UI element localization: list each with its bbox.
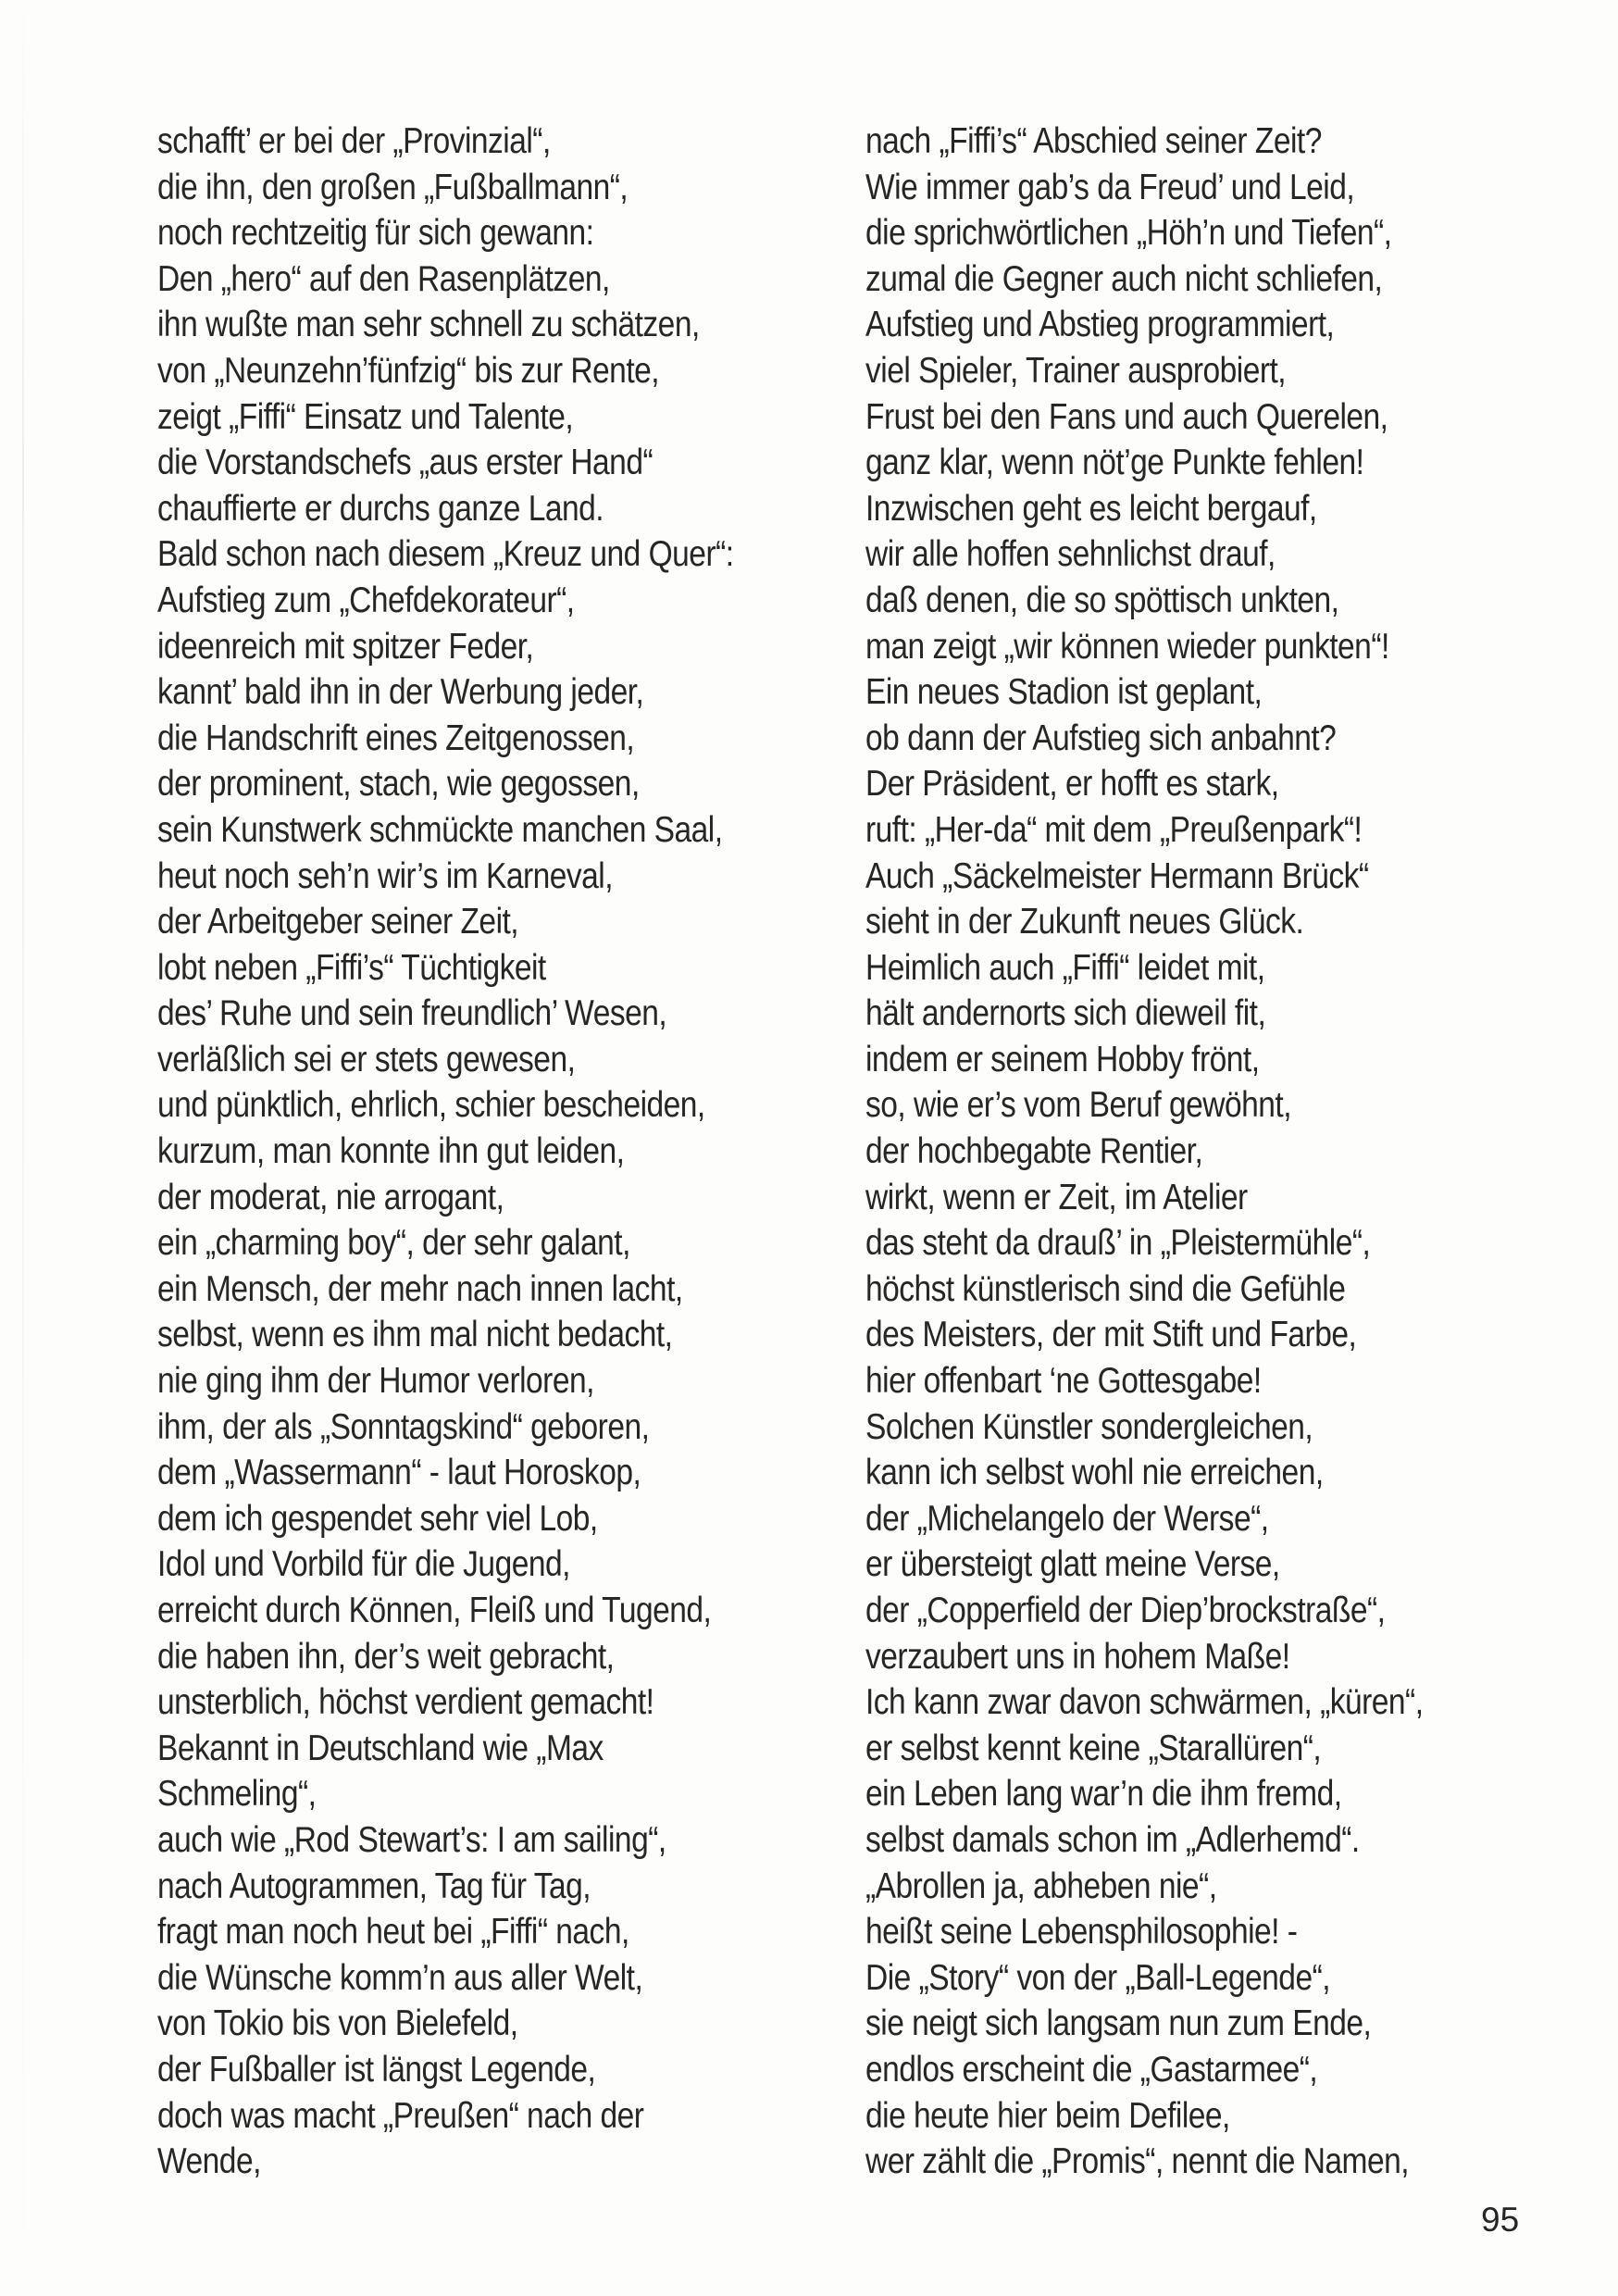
- verse-line: ein Leben lang war’n die ihm fremd,: [865, 1774, 1342, 1815]
- verse-line: selbst damals schon im „Adlerhemd“.: [865, 1819, 1360, 1860]
- verse-line: der Fußballer ist längst Legende,: [157, 2049, 596, 2090]
- verse-line: von Tokio bis von Bielefeld,: [157, 2003, 518, 2044]
- verse-line: Inzwischen geht es leicht bergauf,: [865, 488, 1317, 529]
- verse-line: Bekannt in Deutschland wie „Max: [157, 1728, 604, 1768]
- verse-line: ob dann der Aufstieg sich anbahnt?: [865, 718, 1337, 758]
- verse-line: das steht da drauß’ in „Pleistermühle“,: [865, 1223, 1371, 1264]
- verse-line: die heute hier beim Defilee,: [865, 2095, 1230, 2136]
- verse-line: auch wie „Rod Stewart’s: I am sailing“,: [157, 1819, 666, 1860]
- verse-line: nach Autogrammen, Tag für Tag,: [157, 1866, 591, 1906]
- verse-line: wirkt, wenn er Zeit, im Atelier: [865, 1177, 1248, 1217]
- verse-line: doch was macht „Preußen“ nach der: [157, 2095, 644, 2136]
- verse-line: ganz klar, wenn nöt’ge Punkte fehlen!: [865, 443, 1364, 483]
- verse-line: die Wünsche komm’n aus aller Welt,: [157, 1957, 643, 1998]
- verse-line: selbst, wenn es ihm mal nicht bedacht,: [157, 1315, 673, 1355]
- verse-line: der „Copperfield der Diep’brockstraße“,: [865, 1591, 1386, 1630]
- verse-line: Schmeling“,: [157, 1774, 317, 1815]
- verse-line: Idol und Vorbild für die Jugend,: [157, 1544, 570, 1585]
- verse-line: dem ich gespendet sehr viel Lob,: [157, 1498, 598, 1539]
- left-verse-column: [157, 119, 824, 2185]
- page-number: 95: [1481, 2201, 1520, 2239]
- verse-line: zumal die Gegner auch nicht schliefen,: [865, 258, 1383, 299]
- verse-line: sieht in der Zukunft neues Glück.: [865, 902, 1304, 942]
- verse-line: die Handschrift eines Zeitgenossen,: [157, 718, 635, 758]
- verse-line: schafft’ er bei der „Provinzial“,: [157, 121, 551, 161]
- verse-line: daß denen, die so spöttisch unkten,: [865, 580, 1339, 620]
- verse-line: Ein neues Stadion ist geplant,: [865, 672, 1263, 713]
- verse-line: heißt seine Lebensphilosophie! -: [865, 1912, 1298, 1953]
- verse-line: zeigt „Fiffi“ Einsatz und Talente,: [157, 396, 574, 437]
- verse-line: kurzum, man konnte ihn gut leiden,: [157, 1131, 625, 1172]
- verse-line: ruft: „Her-da“ mit dem „Preußenpark“!: [865, 809, 1363, 850]
- verse-line: endlos erscheint die „Gastarmee“,: [865, 2049, 1318, 2090]
- verse-line: hier offenbart ‘ne Gottesgabe!: [865, 1361, 1262, 1402]
- verse-line: von „Neunzehn’fünfzig“ bis zur Rente,: [157, 350, 660, 391]
- verse-line: er übersteigt glatt meine Verse,: [865, 1544, 1280, 1585]
- verse-line: der Arbeitgeber seiner Zeit,: [157, 902, 519, 942]
- verse-line: nach „Fiffi’s“ Abschied seiner Zeit?: [865, 121, 1322, 161]
- verse-line: hält andernorts sich dieweil fit,: [865, 993, 1266, 1034]
- verse-line: der „Michelangelo der Werse“,: [865, 1498, 1269, 1539]
- verse-line: dem „Wassermann“ - laut Horoskop,: [157, 1453, 641, 1493]
- verse-line: ein „charming boy“, der sehr galant,: [157, 1223, 630, 1264]
- verse-line: und pünktlich, ehrlich, schier bescheiden,: [157, 1085, 705, 1126]
- verse-line: die haben ihn, der’s weit gebracht,: [157, 1636, 615, 1677]
- verse-line: so, wie er’s vom Beruf gewöhnt,: [865, 1085, 1292, 1126]
- verse-line: Aufstieg zum „Chefdekorateur“,: [157, 580, 575, 620]
- verse-line: die sprichwörtlichen „Höh’n und Tiefen“,: [865, 213, 1392, 254]
- right-verse-column: [865, 119, 1532, 2185]
- verse-line: ihm, der als „Sonntagskind“ geboren,: [157, 1406, 650, 1447]
- verse-line: fragt man noch heut bei „Fiffi“ nach,: [157, 1912, 629, 1953]
- verse-line: kannt’ bald ihn in der Werbung jeder,: [157, 672, 644, 713]
- verse-line: Wende,: [157, 2141, 261, 2182]
- verse-line: unsterblich, höchst verdient gemacht!: [157, 1682, 654, 1723]
- verse-line: verzaubert uns in hohem Maße!: [865, 1636, 1290, 1677]
- verse-line: Den „hero“ auf den Rasenplätzen,: [157, 258, 610, 299]
- verse-line: Aufstieg und Abstieg programmiert,: [865, 305, 1335, 345]
- verse-line: höchst künstlerisch sind die Gefühle: [865, 1268, 1346, 1309]
- verse-line: er selbst kennt keine „Starallüren“,: [865, 1728, 1322, 1768]
- verse-line: Auch „Säckelmeister Hermann Brück“: [865, 855, 1369, 896]
- verse-line: ihn wußte man sehr schnell zu schätzen,: [157, 305, 700, 345]
- verse-line: des’ Ruhe und sein freundlich’ Wesen,: [157, 993, 667, 1034]
- verse-line: wer zählt die „Promis“, nennt die Namen,: [865, 2141, 1410, 2182]
- verse-line: ein Mensch, der mehr nach innen lacht,: [157, 1268, 683, 1309]
- verse-line: chauffierte er durchs ganze Land.: [157, 488, 604, 529]
- verse-line: viel Spieler, Trainer ausprobiert,: [865, 350, 1287, 391]
- verse-line: Der Präsident, er hofft es stark,: [865, 764, 1279, 805]
- verse-line: Heimlich auch „Fiffi“ leidet mit,: [865, 947, 1265, 988]
- verse-line: die Vorstandschefs „aus erster Hand“: [157, 443, 653, 483]
- verse-line: heut noch seh’n wir’s im Karneval,: [157, 855, 614, 896]
- verse-line: der prominent, stach, wie gegossen,: [157, 764, 640, 805]
- verse-line: Bald schon nach diesem „Kreuz und Quer“:: [157, 534, 734, 575]
- verse-line: der moderat, nie arrogant,: [157, 1177, 504, 1217]
- scan-edge-shadow: [22, 0, 24, 2296]
- verse-line: indem er seinem Hobby frönt,: [865, 1039, 1260, 1079]
- verse-line: des Meisters, der mit Stift und Farbe,: [865, 1315, 1357, 1355]
- verse-line: man zeigt „wir können wieder punkten“!: [865, 626, 1389, 667]
- verse-line: die ihn, den großen „Fußballmann“,: [157, 167, 629, 207]
- verse-line: der hochbegabte Rentier,: [865, 1131, 1203, 1172]
- verse-line: ideenreich mit spitzer Feder,: [157, 626, 534, 667]
- verse-line: Die „Story“ von der „Ball-Legende“,: [865, 1957, 1331, 1998]
- verse-line: wir alle hoffen sehnlichst drauf,: [865, 534, 1276, 575]
- verse-line: nie ging ihm der Humor verloren,: [157, 1361, 594, 1402]
- verse-line: erreicht durch Können, Fleiß und Tugend,: [157, 1591, 712, 1630]
- verse-line: Wie immer gab’s da Freud’ und Leid,: [865, 167, 1355, 207]
- verse-line: verläßlich sei er stets gewesen,: [157, 1039, 576, 1079]
- verse-line: sie neigt sich langsam nun zum Ende,: [865, 2003, 1372, 2044]
- verse-line: lobt neben „Fiffi’s“ Tüchtigkeit: [157, 947, 546, 988]
- verse-line: Solchen Künstler sondergleichen,: [865, 1406, 1313, 1447]
- verse-line: sein Kunstwerk schmückte manchen Saal,: [157, 809, 723, 850]
- verse-line: noch rechtzeitig für sich gewann:: [157, 213, 594, 254]
- verse-line: Frust bei den Fans und auch Querelen,: [865, 396, 1388, 437]
- verse-line: „Abrollen ja, abheben nie“,: [865, 1866, 1217, 1906]
- verse-line: kann ich selbst wohl nie erreichen,: [865, 1453, 1324, 1493]
- verse-line: Ich kann zwar davon schwärmen, „küren“,: [865, 1682, 1424, 1723]
